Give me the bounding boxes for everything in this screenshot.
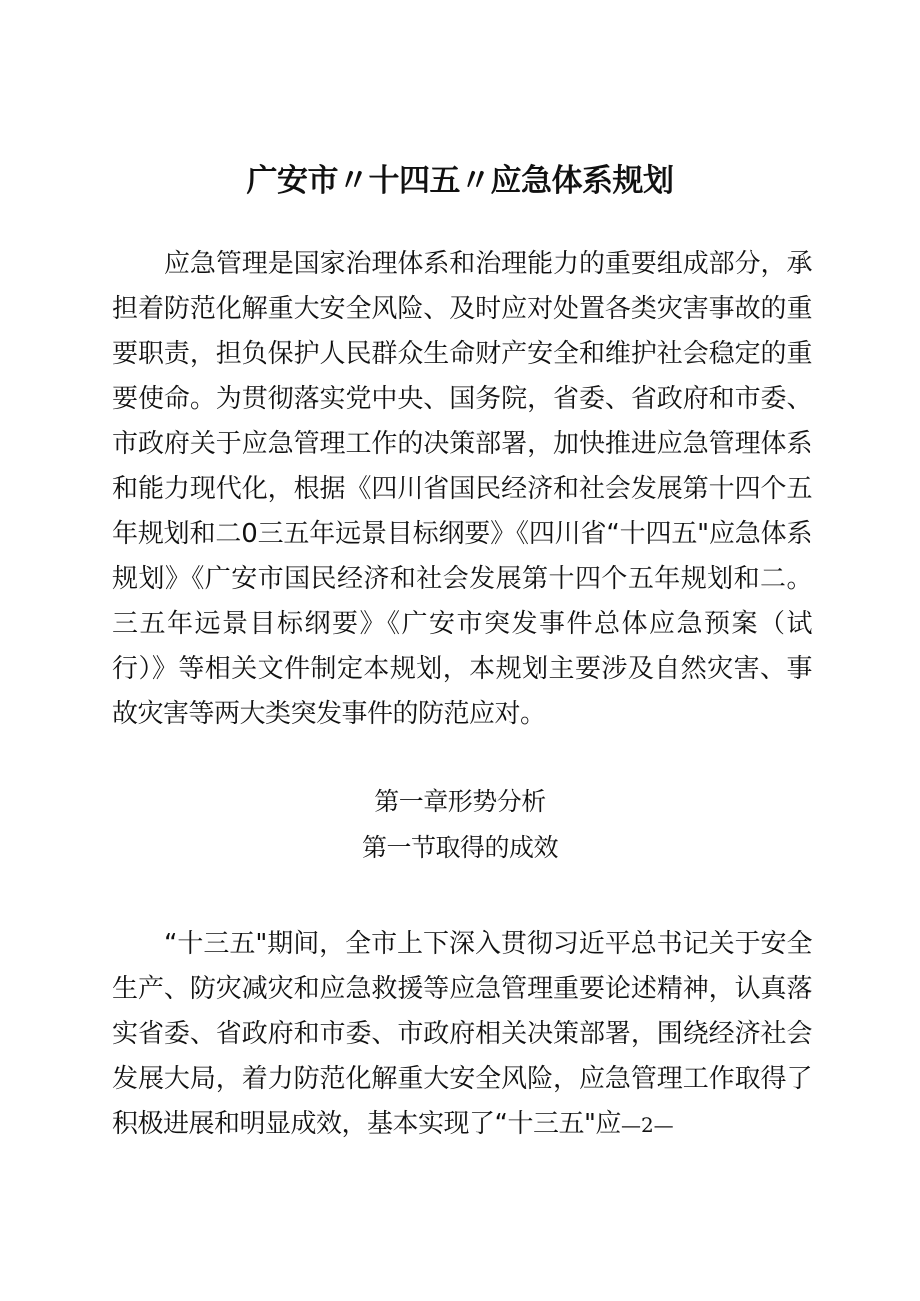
page-number: —2— bbox=[620, 1113, 674, 1137]
document-title: 广安市〃十四五〃应急体系规划 bbox=[246, 162, 674, 199]
achievements-paragraph-text: “十三五"期间，全市上下深入贯彻习近平总书记关于安全生产、防灾减灾和应急救援等应急管理重要论述精神，认真落实省委、省政府和市委、市政府相关决策部署，围绕经济社会发展大局，着力防范化解重大安全风险，应急管理工作取得了积极进展和明显成效，基本实现了“十三五"应 bbox=[112, 929, 812, 1139]
section-heading: 第一节取得的成效 bbox=[361, 833, 558, 862]
chapter-heading: 第一章形势分析 bbox=[374, 787, 546, 816]
achievements-paragraph bbox=[112, 922, 812, 1148]
intro-paragraph: 应急管理是国家治理体系和治理能力的重要组成部分，承担着防范化解重大安全风险、及时应对处置各类灾害事故的重要职责，担负保护人民群众生命财产安全和维护社会稳定的重要使命。为贯彻落实党中央、国务院，省委、省政府和市委、市政府关于应急管理工作的决策部署，加快推进应急管理体系和能力现代化，根据《四川省国民经济和社会发展第十四个五年规划和二0三五年远景目标纲要》《四川省“十四五"应急体系规划》《广安市国民经济和社会发展第十四个五年规划和二。三五年远景目标纲要》《广安市突发事件总体应急预案（试行）》等相关文件制定本规划，本规划主要涉及自然灾害、事故灾害等两大类突发事件的防范应对。 bbox=[112, 249, 812, 729]
